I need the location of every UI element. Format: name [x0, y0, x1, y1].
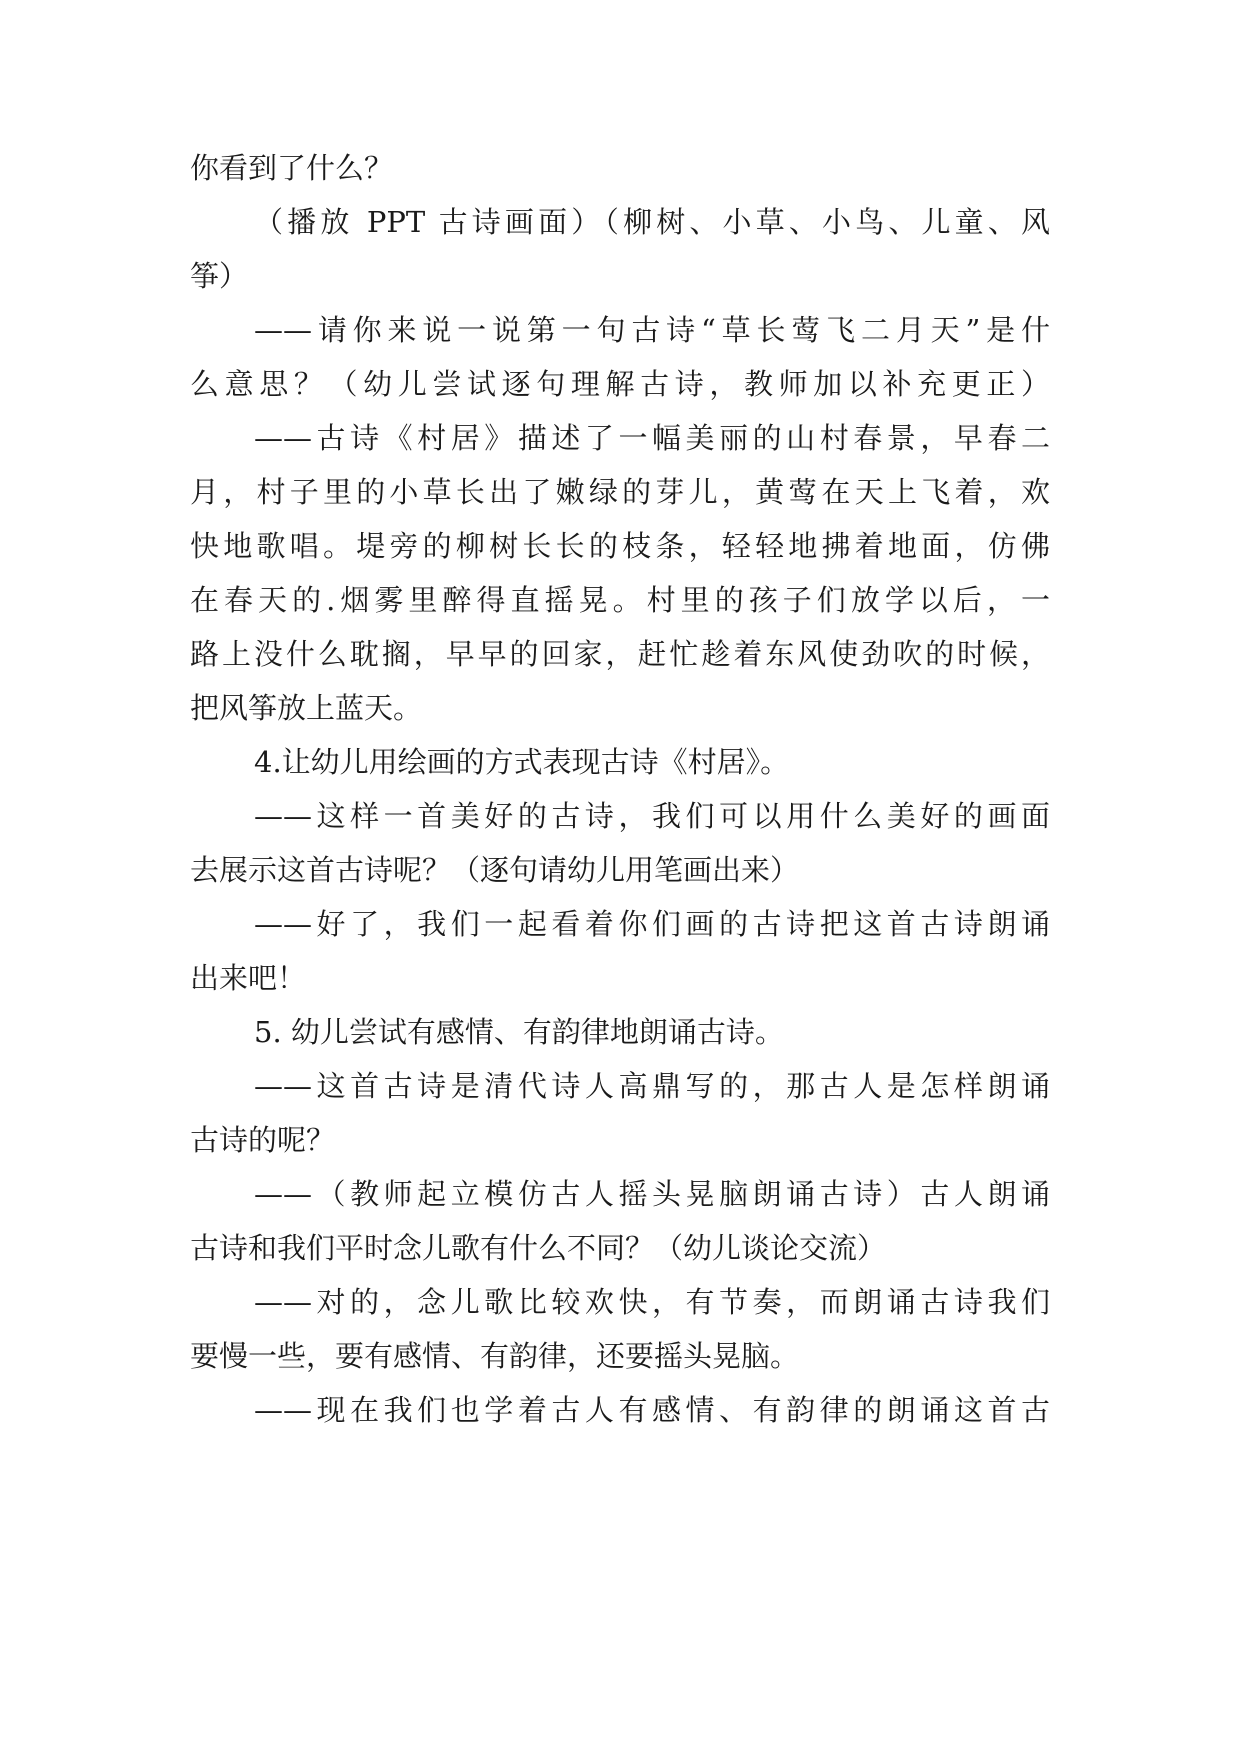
text-line: ——好了，我们一起看着你们画的古诗把这首古诗朗诵: [254, 907, 1050, 941]
text-line: 月，村子里的小草长出了嫩绿的芽儿，黄莺在天上飞着，欢: [190, 475, 1050, 509]
text-line: 5. 幼儿尝试有感情、有韵律地朗诵古诗。: [254, 1015, 784, 1049]
text-line: 4.让幼儿用绘画的方式表现古诗《村居》。: [254, 745, 790, 779]
text-line: 路上没什么耽搁，早早的回家，赶忙趁着东风使劲吹的时候，: [190, 637, 1050, 671]
text-line: ——请你来说一说第一句古诗“草长莺飞二月天”是什: [254, 313, 1050, 347]
text-line: 快地歌唱。堤旁的柳树长长的枝条，轻轻地拂着地面，仿佛: [190, 529, 1050, 563]
text-line: 古诗和我们平时念儿歌有什么不同？（幼儿谈论交流）: [190, 1231, 887, 1265]
text-line: ——现在我们也学着古人有感情、有韵律的朗诵这首古: [254, 1393, 1050, 1427]
text-line: ——这首古诗是清代诗人高鼎写的，那古人是怎样朗诵: [254, 1069, 1050, 1103]
text-line: ——古诗《村居》描述了一幅美丽的山村春景，早春二: [254, 421, 1050, 455]
text-line: （播放 PPT 古诗画面）（柳树、小草、小鸟、儿童、风: [254, 205, 1050, 239]
text-line: 你看到了什么？: [190, 151, 394, 185]
text-line: 么意思？（幼儿尝试逐句理解古诗，教师加以补充更正）: [190, 367, 1050, 401]
text-line: 在春天的.烟雾里醉得直摇晃。村里的孩子们放学以后，一: [190, 583, 1050, 617]
text-line: 出来吧！: [190, 961, 307, 995]
text-line: 把风筝放上蓝天。: [190, 691, 423, 725]
text-line: ——对的，念儿歌比较欢快，有节奏，而朗诵古诗我们: [254, 1285, 1050, 1319]
text-line: 要慢一些，要有感情、有韵律，还要摇头晃脑。: [190, 1339, 800, 1373]
text-line: 筝）: [190, 259, 249, 293]
text-line: ——这样一首美好的古诗，我们可以用什么美好的画面: [254, 799, 1050, 833]
text-line: ——（教师起立模仿古人摇头晃脑朗诵古诗）古人朗诵: [254, 1177, 1050, 1211]
text-line: 去展示这首古诗呢？（逐句请幼儿用笔画出来）: [190, 853, 800, 887]
text-line: 古诗的呢？: [190, 1123, 336, 1157]
